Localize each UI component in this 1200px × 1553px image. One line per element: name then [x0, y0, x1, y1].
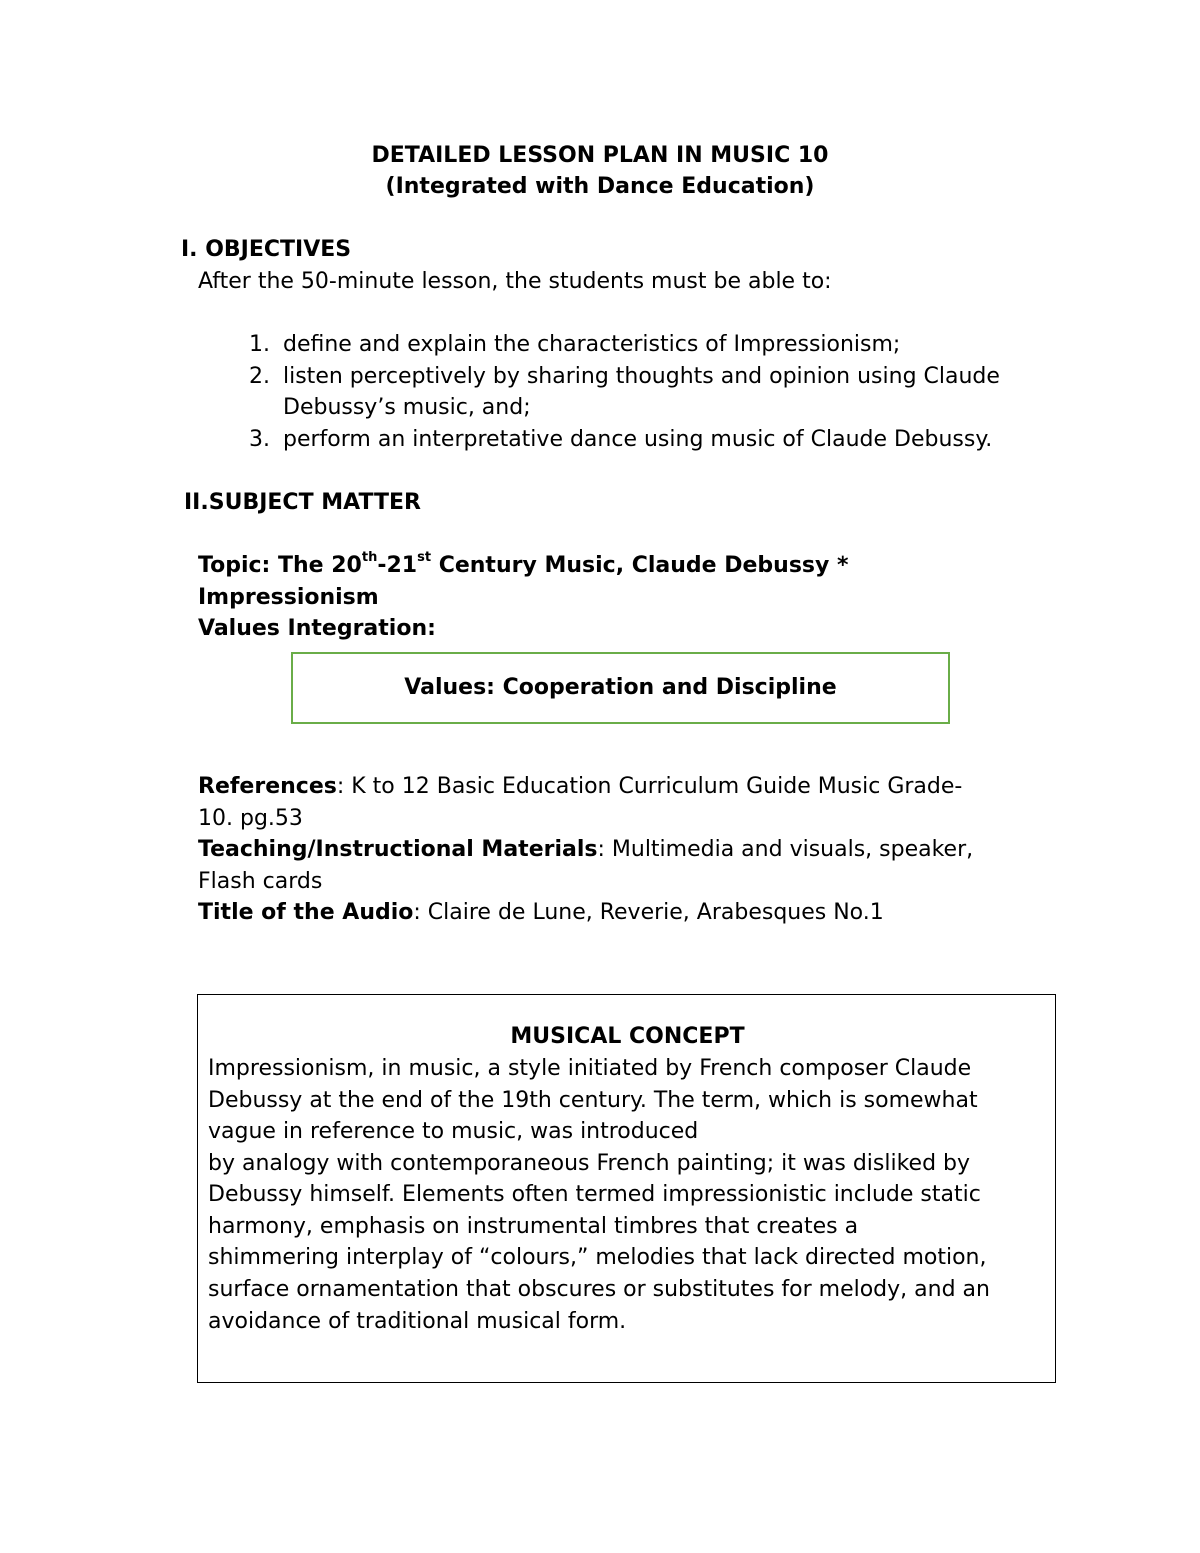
topic-line	[198, 550, 958, 582]
materials-line	[198, 834, 1058, 866]
references-line-2: 10. pg.53	[198, 806, 303, 831]
audio-label: Title of the Audio	[198, 900, 414, 925]
concept-line: shimmering interplay of “colours,” melodies that lack directed motion,	[208, 1245, 987, 1270]
audio-value: : Claire de Lune, Reverie, Arabesques No.1	[413, 900, 884, 925]
objectives-intro: After the 50-minute lesson, the students must be able to:	[198, 269, 832, 294]
references-line	[198, 771, 1058, 803]
concept-line: by analogy with contemporaneous French painting; it was disliked by	[208, 1151, 971, 1176]
topic-sup-th: th	[361, 549, 378, 565]
list-item-continuation: Debussy’s music, and;	[283, 395, 531, 420]
list-item: define and explain the characteristics of Impressionism;	[283, 332, 901, 357]
list-item: listen perceptively by sharing thoughts and opinion using Claude	[283, 364, 1000, 389]
topic-mid: -21	[377, 553, 418, 578]
concept-line: harmony, emphasis on instrumental timbres that creates a	[208, 1214, 859, 1239]
page-title: DETAILED LESSON PLAN IN MUSIC 10	[371, 143, 829, 168]
audio-line	[198, 897, 1058, 929]
concept-line: Debussy at the end of the 19th century. The term, which is somewhat	[208, 1088, 978, 1113]
concept-line: vague in reference to music, was introduced	[208, 1119, 699, 1144]
values-integration-label: Values Integration:	[198, 616, 436, 641]
concept-line: avoidance of traditional musical form.	[208, 1309, 627, 1334]
page-subtitle: (Integrated with Dance Education)	[385, 174, 815, 199]
references-label: References	[198, 774, 337, 799]
subject-matter-heading: II.SUBJECT MATTER	[184, 490, 421, 515]
topic-prefix: Topic: The 20	[198, 553, 362, 578]
topic-line-2: Impressionism	[198, 585, 379, 610]
list-item-number: 1.	[249, 332, 270, 357]
references-value: : K to 12 Basic Education Curriculum Guide Music Grade-	[336, 774, 963, 799]
values-box	[291, 652, 950, 724]
topic-sup-st: st	[417, 549, 432, 565]
objectives-heading: I. OBJECTIVES	[181, 237, 352, 262]
musical-concept-heading: MUSICAL CONCEPT	[510, 1024, 745, 1049]
materials-line-2: Flash cards	[198, 869, 323, 894]
concept-line: surface ornamentation that obscures or substitutes for melody, and an	[208, 1277, 990, 1302]
list-item-number: 2.	[249, 364, 270, 389]
values-box-text: Values: Cooperation and Discipline	[404, 675, 837, 701]
list-item: perform an interpretative dance using music of Claude Debussy.	[283, 427, 993, 452]
topic-suffix: Century Music, Claude Debussy *	[431, 553, 849, 578]
materials-value: : Multimedia and visuals, speaker,	[597, 837, 974, 862]
concept-line: Debussy himself. Elements often termed impressionistic include static	[208, 1182, 981, 1207]
materials-label: Teaching/Instructional Materials	[198, 837, 598, 862]
list-item-number: 3.	[249, 427, 270, 452]
concept-line: Impressionism, in music, a style initiated by French composer Claude	[208, 1056, 972, 1081]
